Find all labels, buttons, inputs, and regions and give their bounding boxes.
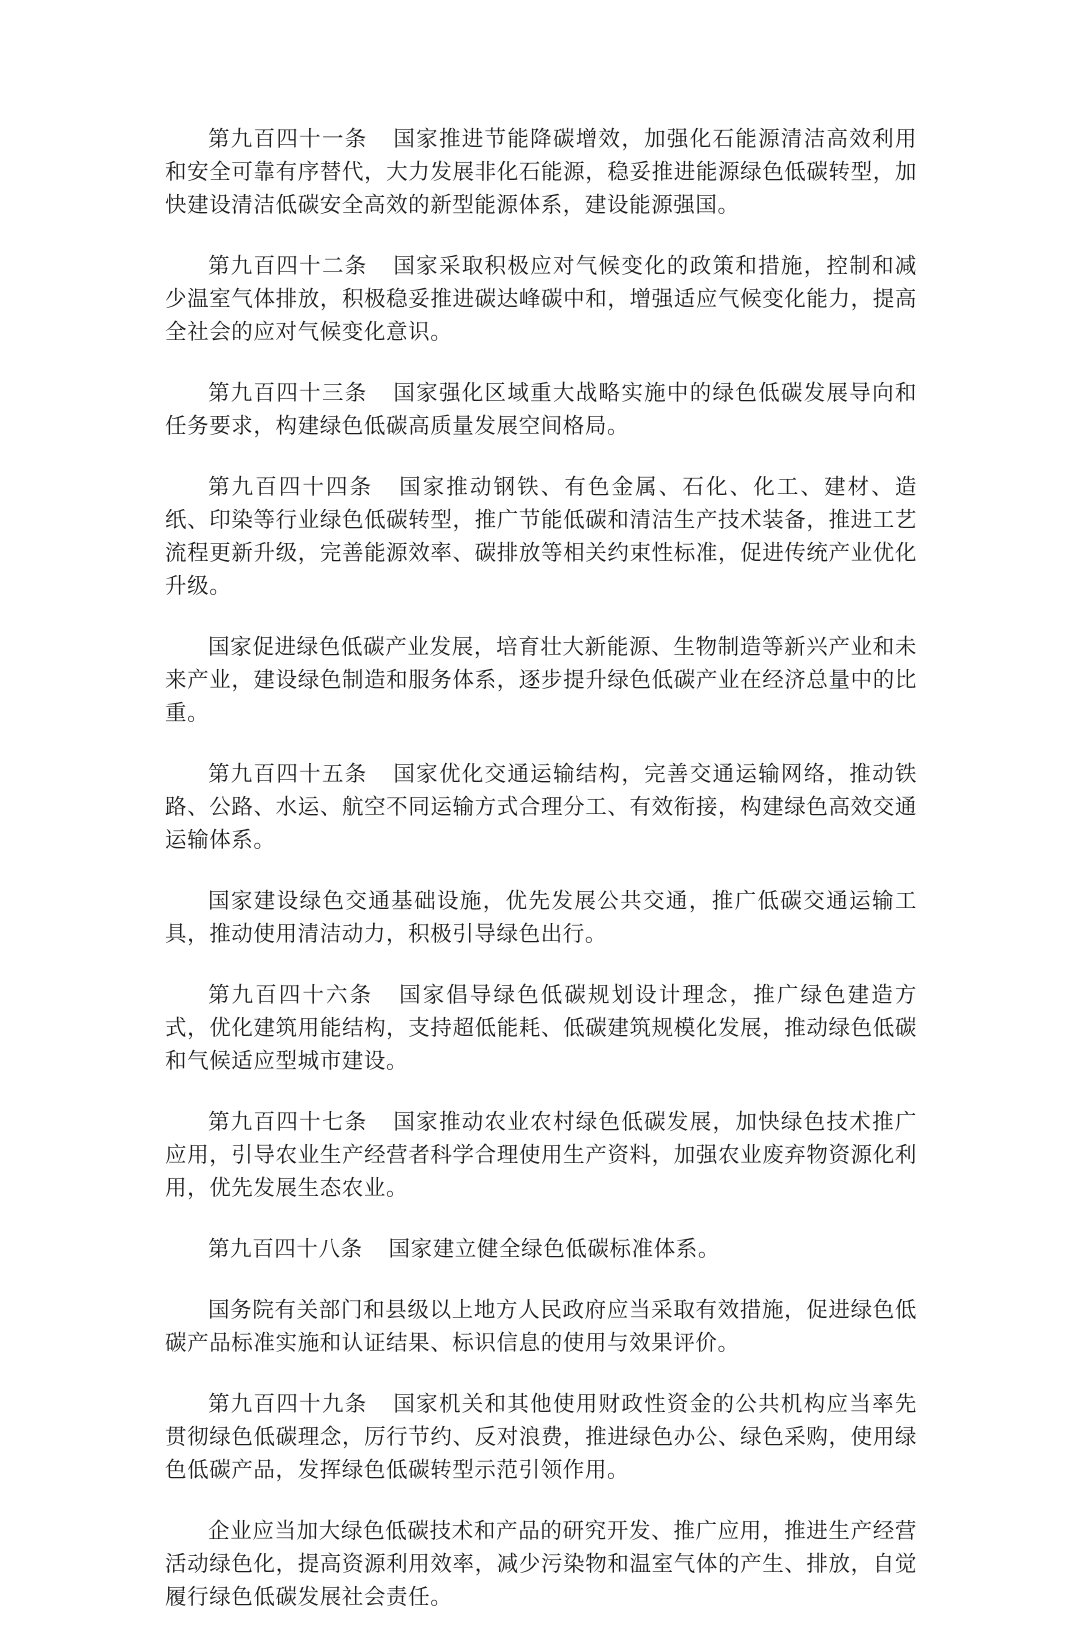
article-text: 国家倡导绿色低碳规划设计理念，推广绿色建造方式，优化建筑用能结构，支持超低能耗、低碳建筑规模化发展，推动绿色低碳和气候适应型城市建设。 xyxy=(165,983,918,1074)
article-number: 第九百四十七条 xyxy=(208,1110,368,1135)
paragraph-article-944 xyxy=(165,471,917,603)
paragraph-article-948 xyxy=(165,1233,917,1266)
article-text: 企业应当加大绿色低碳技术和产品的研究开发、推广应用，推进生产经营活动绿色化，提高资源利用效率，减少污染物和温室气体的产生、排放，自觉履行绿色低碳发展社会责任。 xyxy=(165,1519,917,1610)
article-text: 国家推动钢铁、有色金属、石化、化工、建材、造纸、印染等行业绿色低碳转型，推广节能低碳和清洁生产技术装备，推进工艺流程更新升级，完善能源效率、碳排放等相关约束性标准，促进传统产业优化升级。 xyxy=(165,475,918,599)
paragraph-article-942 xyxy=(165,250,917,349)
article-text: 国家推进节能降碳增效，加强化石能源清洁高效利用和安全可靠有序替代，大力发展非化石能源，稳妥推进能源绿色低碳转型，加快建设清洁低碳安全高效的新型能源体系，建设能源强国。 xyxy=(165,127,917,218)
article-text: 国家优化交通运输结构，完善交通运输网络，推动铁路、公路、水运、航空不同运输方式合理分工、有效衔接，构建绿色高效交通运输体系。 xyxy=(165,762,917,853)
paragraph-article-945 xyxy=(165,758,917,857)
paragraph-article-946 xyxy=(165,979,917,1078)
paragraph-article-947 xyxy=(165,1106,917,1205)
article-number: 第九百四十二条 xyxy=(208,254,368,279)
article-number: 第九百四十三条 xyxy=(208,381,368,406)
paragraph-article-948-clause-2 xyxy=(165,1294,917,1360)
paragraph-article-949 xyxy=(165,1388,917,1487)
paragraph-article-941 xyxy=(165,123,917,222)
article-number: 第九百四十六条 xyxy=(208,983,374,1008)
article-text: 国家建设绿色交通基础设施，优先发展公共交通，推广低碳交通运输工具，推动使用清洁动力，积极引导绿色出行。 xyxy=(165,889,917,947)
paragraph-article-943 xyxy=(165,377,917,443)
article-text: 国家推动农业农村绿色低碳发展，加快绿色技术推广应用，引导农业生产经营者科学合理使用生产资料，加强农业废弃物资源化利用，优先发展生态农业。 xyxy=(165,1110,917,1201)
article-number: 第九百四十五条 xyxy=(208,762,368,787)
article-text: 国家采取积极应对气候变化的政策和措施，控制和减少温室气体排放，积极稳妥推进碳达峰碳中和，增强适应气候变化能力，提高全社会的应对气候变化意识。 xyxy=(165,254,917,345)
article-number: 第九百四十九条 xyxy=(208,1392,368,1417)
paragraph-article-944-clause-2 xyxy=(165,631,917,730)
article-text: 国务院有关部门和县级以上地方人民政府应当采取有效措施，促进绿色低碳产品标准实施和认证结果、标识信息的使用与效果评价。 xyxy=(165,1298,917,1356)
article-text: 国家建立健全绿色低碳标准体系。 xyxy=(388,1237,721,1262)
article-number: 第九百四十八条 xyxy=(208,1237,363,1262)
article-text: 国家强化区域重大战略实施中的绿色低碳发展导向和任务要求，构建绿色低碳高质量发展空间格局。 xyxy=(165,381,917,439)
article-number: 第九百四十四条 xyxy=(208,475,374,500)
paragraph-article-945-clause-2 xyxy=(165,885,917,951)
article-text: 国家促进绿色低碳产业发展，培育壮大新能源、生物制造等新兴产业和未来产业，建设绿色制造和服务体系，逐步提升绿色低碳产业在经济总量中的比重。 xyxy=(165,635,917,726)
document-body xyxy=(165,123,917,1642)
article-number: 第九百四十一条 xyxy=(208,127,368,152)
paragraph-article-949-clause-2 xyxy=(165,1515,917,1614)
article-text: 国家机关和其他使用财政性资金的公共机构应当率先贯彻绿色低碳理念，厉行节约、反对浪费，推进绿色办公、绿色采购，使用绿色低碳产品，发挥绿色低碳转型示范引领作用。 xyxy=(165,1392,917,1483)
